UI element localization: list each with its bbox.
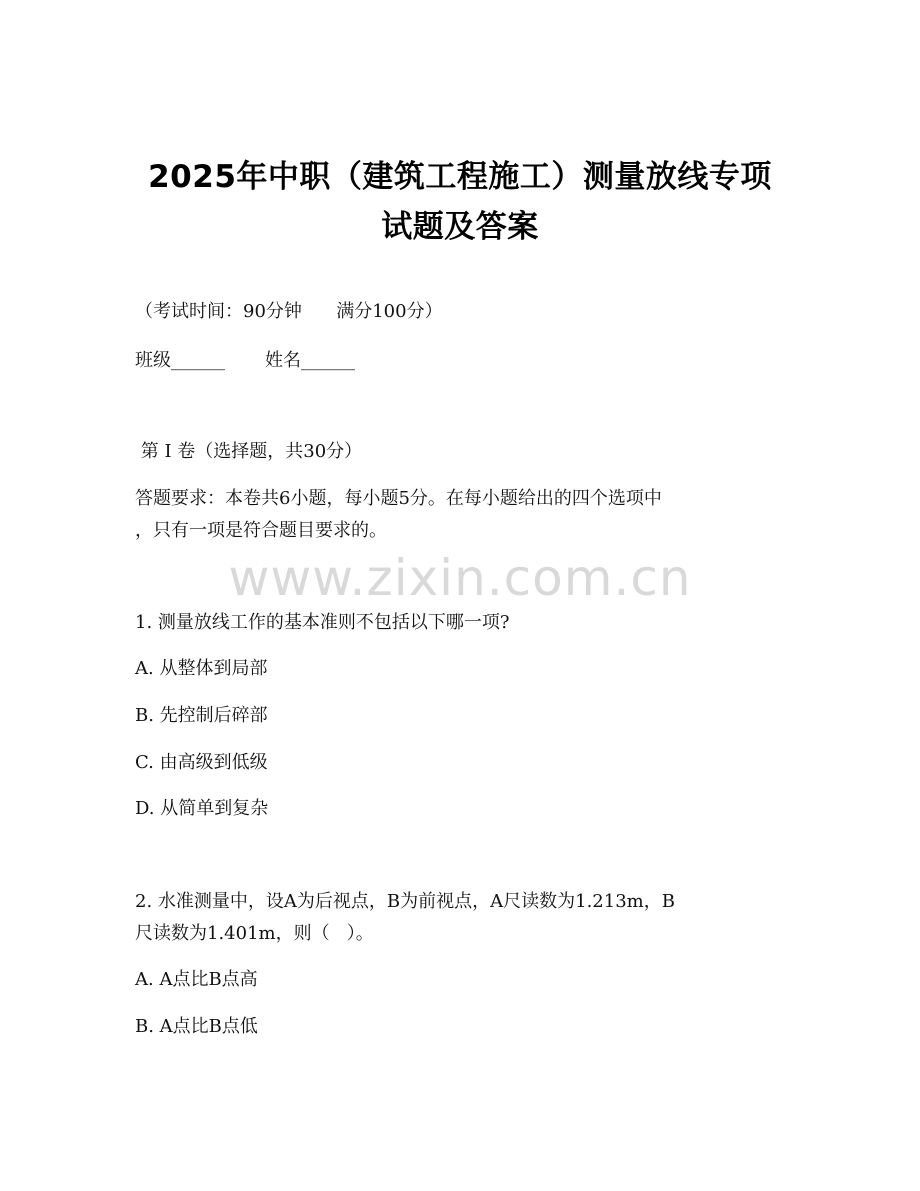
watermark: www.zixin.com.cn [228, 549, 692, 607]
question-option: B. A点比B点低 [135, 1016, 258, 1037]
question-option: B. 先控制后碎部 [135, 705, 268, 726]
question-stem: 2. 水准测量中，设A为后视点，B为前视点，A尺读数为1.213m，B [135, 891, 675, 912]
document-title-line-1: 2025年中职（建筑工程施工）测量放线专项 [148, 159, 772, 195]
document-title-line-2: 试题及答案 [381, 209, 539, 245]
question-option: A. 从整体到局部 [135, 658, 268, 679]
exam-info: （考试时间：90分钟 满分100分） [135, 301, 443, 322]
section-heading: 第 I 卷（选择题，共30分） [135, 441, 363, 462]
question-option: D. 从简单到复杂 [135, 798, 269, 819]
instructions-line-2: ，只有一项是符合题目要求的。 [135, 520, 387, 541]
question-stem: 1. 测量放线工作的基本准则不包括以下哪一项? [135, 612, 510, 633]
class-name-fields: 班级______ 姓名______ [135, 350, 356, 371]
instructions-line-1: 答题要求：本卷共6小题，每小题5分。在每小题给出的四个选项中 [135, 488, 662, 509]
question-option: C. 由高级到低级 [135, 752, 268, 773]
question-stem-continued: 尺读数为1.401m，则（ ）。 [135, 923, 374, 944]
question-option: A. A点比B点高 [135, 969, 258, 990]
